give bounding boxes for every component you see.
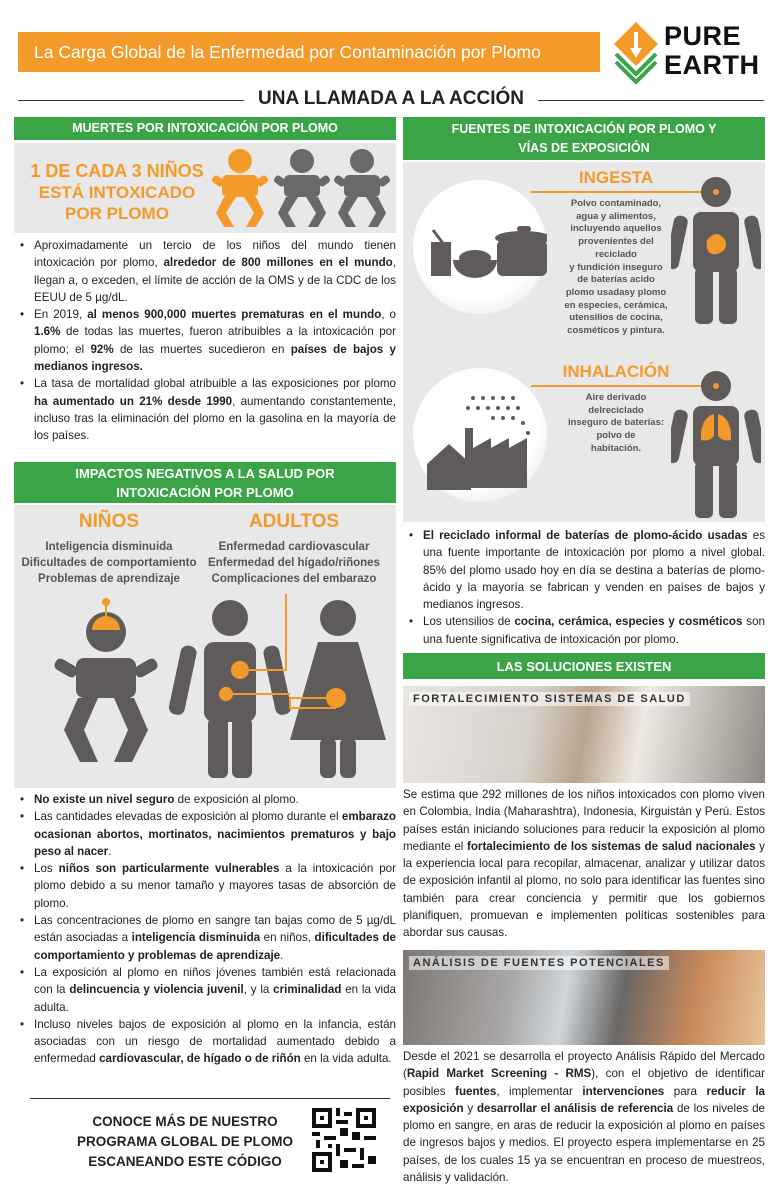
children-effects: [14, 539, 204, 587]
text-line: de baterías acido: [577, 274, 655, 286]
ingestion-circle: [413, 180, 547, 314]
text: para: [664, 1084, 707, 1098]
bullet-item: [14, 237, 396, 306]
text-line: plomo usadasy plomo: [565, 286, 667, 298]
sources-bullets: [403, 527, 765, 648]
text: en la vida adulta.: [34, 983, 396, 1014]
divider: [30, 1098, 390, 1099]
solutions-paragraph-1: [403, 786, 765, 942]
bold-text: ha aumentado un 21% desde 1990: [34, 394, 233, 408]
stat-line: POR PLOMO: [65, 204, 169, 223]
deaths-bullets: [14, 237, 396, 445]
effect: Complicaciones del embarazo: [211, 573, 377, 585]
text-line: inseguro de baterías:: [567, 417, 665, 429]
solutions-paragraph-2: [403, 1048, 765, 1186]
bold-text: No existe un nivel seguro: [34, 793, 175, 806]
text: La tasa de mortalidad global atribuible a las exposiciones por plomo: [34, 377, 396, 391]
text-line: polvo de: [596, 430, 636, 442]
bold-text: criminalidad: [273, 983, 342, 997]
text-line: incluyendo aquellos: [570, 223, 662, 235]
deaths-heading: MUERTES POR INTOXICACIÓN POR PLOMO: [14, 117, 396, 140]
text: a la intoxicación por plomo debido a su menor tamaño y mayores tasas de absorción de plomo.: [34, 862, 396, 910]
text: Aproximadamente un tercio de los niños del mundo tienen intoxicación por plomo,: [34, 239, 396, 270]
body-lungs-icon: [671, 370, 761, 520]
bullet-item: [14, 306, 396, 375]
text: , llegan a, o exceden, el límite de acción de la OMS y de la CDC de los EEUU de 5 µg/dL.: [34, 256, 396, 304]
text: en la vida adulta.: [300, 1052, 392, 1066]
text-line: Aire derivado: [585, 392, 647, 403]
sources-panel: [403, 162, 765, 522]
logo-mark-icon: [612, 20, 660, 84]
text: y: [463, 1101, 477, 1115]
bold-text: cocina, cerámica, especies y cosméticos: [514, 615, 743, 629]
title-banner: La Carga Global de la Enfermedad por Contaminación por Plomo: [18, 32, 600, 72]
qr-code-icon[interactable]: [312, 1108, 376, 1172]
bold-text: países de bajos y medianos ingresos.: [34, 342, 396, 374]
heading-line: FUENTES DE INTOXICACIÓN POR PLOMO Y: [451, 121, 717, 136]
bold-text: cardiovascular, de hígado o de riñón: [99, 1052, 301, 1066]
bold-text: El reciclado informal de baterías de plomo-ácido usadas: [423, 529, 748, 542]
text: son una fuente significativa de intoxicación por plomo.: [423, 615, 765, 646]
bold-text: intervenciones: [582, 1084, 665, 1098]
call-text: UNA LLAMADA A LA ACCIÓN: [244, 88, 538, 109]
text: y la experiencia local para recopilar, almacenar, analizar y utilizar datos de exposición infantil al plomo, no solo para identificar las fuentes sino también para crear conciencia y permitir que los gobiernos planifiquen, promuevan e implementen políticas sostenibles para abordar sus causas.: [403, 839, 765, 940]
adults-title: ADULTOS: [248, 511, 340, 532]
bold-text: 1.6%: [34, 325, 61, 339]
sources-heading: [403, 117, 765, 160]
effect: Enfermedad cardiovascular: [218, 541, 370, 553]
bullet-item: [14, 860, 396, 912]
inhalation-title: INHALACIÓN: [562, 362, 670, 381]
factory-house-icon: [413, 368, 547, 502]
adults-effects: [204, 539, 384, 587]
bold-text: fortalecimiento de los sistemas de salud nacionales: [466, 839, 756, 853]
text: , implementar: [496, 1084, 583, 1098]
text-line: utensilios de cocina,: [569, 312, 663, 324]
bullet-item: [14, 912, 396, 964]
text: de todas las muertes, fueron atribuibles a la intoxicación por plomo; el: [34, 325, 396, 356]
text: de exposición al plomo.: [174, 793, 299, 806]
bullet-item: [403, 613, 765, 648]
text: Se estima que 292 millones de los niños intoxicados con plomo viven en Colombia, India (Maharashtra), Indonesia, Kirguistán y Perú. Estos países están iniciando soluciones para reducir la exposición al plomo mediante el: [403, 788, 765, 853]
pure-earth-logo: [612, 20, 772, 84]
bullet-item: [14, 964, 396, 1016]
text: Los: [34, 862, 59, 876]
text: Las concentraciones de plomo en sangre tan bajas como de 5 µg/dL están asociadas a: [34, 914, 396, 945]
text-line: Polvo contaminado,: [570, 198, 662, 209]
logo-text-1: PURE: [664, 21, 742, 51]
text: , aumentando constantemente, incluso tras la eliminación del plomo en la gasolina en la mayoría de los países.: [34, 394, 396, 443]
text-line: y fundición inseguro: [569, 261, 663, 273]
text-line: cosméticos y pintura.: [567, 325, 665, 337]
text-line: agua y alimentos,: [576, 210, 656, 222]
text-line: provenientes del: [578, 236, 654, 248]
impacts-heading: [14, 462, 396, 503]
bullet-item: [14, 808, 396, 860]
ingestion-text: [551, 198, 681, 338]
heading-line: VÍAS DE EXPOSICIÓN: [518, 140, 650, 155]
bold-text: dificultades de comportamiento y problemas de aprendizaje: [34, 931, 396, 962]
bullet-item: [403, 527, 765, 613]
bold-text: alrededor de 800 millones en el mundo: [163, 256, 393, 270]
three-children-icon: [210, 147, 396, 231]
text-line: reciclado: [595, 248, 637, 260]
impacts-bullets: [14, 791, 396, 1068]
stat-panel: [14, 143, 396, 233]
bold-text: delincuencia y violencia juvenil: [69, 983, 244, 997]
ingestion-title: INGESTA: [578, 168, 654, 187]
bullet-item: [14, 375, 396, 444]
text: Las cantidades elevadas de exposición al plomo durante el: [34, 810, 342, 824]
impacts-heading-text: IMPACTOS NEGATIVOS A LA SALUD POR INTOXICACIÓN POR PLOMO: [75, 465, 335, 500]
photo-label: ANÁLISIS DE FUENTES POTENCIALES: [409, 956, 669, 970]
bold-text: inteligencia disminuida: [131, 931, 261, 945]
bold-text: desarrollar el análisis de referencia: [476, 1101, 674, 1115]
paragraph: [403, 786, 765, 942]
text-line: habitación.: [590, 442, 642, 454]
qr-call-to-action: [70, 1112, 300, 1172]
call-to-action-heading: [0, 88, 782, 110]
text-line: en especies, cerámica,: [564, 299, 668, 311]
cta-line: CONOCE MÁS DE NUESTRO: [92, 1114, 278, 1129]
solutions-heading: LAS SOLUCIONES EXISTEN: [403, 653, 765, 679]
bold-text: 92%: [90, 342, 114, 356]
health-systems-photo: [403, 686, 765, 783]
bullet-item: [14, 791, 396, 808]
impacts-panel: [14, 505, 396, 788]
text: .: [108, 844, 112, 858]
text: , y la: [243, 983, 274, 997]
text: En 2019,: [34, 308, 88, 322]
body-stomach-icon: [671, 176, 761, 326]
bold-text: embarazo ocasionan abortos, mortinatos, nacimientos prematuros y bajo peso al nacer: [34, 810, 396, 858]
paragraph: [403, 1048, 765, 1186]
effect: Problemas de aprendizaje: [38, 573, 180, 585]
logo-text-2: EARTH: [664, 50, 760, 80]
text-line: delreciclado: [588, 404, 644, 416]
stat-line: 1 DE CADA 3 NIÑOS: [30, 161, 204, 181]
bold-text: fuentes: [455, 1084, 497, 1098]
text: de las muertes sucedieron en: [113, 342, 291, 356]
bold-text: Rapid Market Screening - RMS: [406, 1067, 592, 1081]
bold-text: al menos 900,000 muertes prematuras en el mundo: [87, 308, 382, 322]
effect: Dificultades de comportamiento: [21, 557, 197, 569]
children-title: NIÑOS: [78, 511, 140, 532]
effect: Enfermedad del hígado/riñones: [208, 557, 380, 569]
cta-line: PROGRAMA GLOBAL DE PLOMO: [77, 1134, 293, 1149]
cta-line: ESCANEANDO ESTE CÓDIGO: [88, 1154, 282, 1169]
text: ), con el objetivo de identificar posibles: [403, 1067, 765, 1098]
text: en niños,: [260, 931, 315, 945]
text: .: [280, 948, 284, 962]
food-utensils-icon: [413, 180, 547, 314]
bold-text: niños son particularmente vulnerables: [58, 862, 280, 876]
inhalation-circle: [413, 368, 547, 502]
photo-label: FORTALECIMIENTO SISTEMAS DE SALUD: [409, 692, 690, 706]
text: de los niveles de plomo en sangre, en aras de reducir la exposición al plomo en países de ingresos bajos y medios. El proyecto espera implementarse en 25 países, de los cuales 15 ya se encuentran en proceso de muestreos, análisis y validación.: [403, 1101, 766, 1185]
text: Incluso niveles bajos de exposición al plomo en la infancia, están asociadas con un riesgo de mortalidad aumentado debido a enfermedad: [34, 1017, 396, 1066]
text: Los utensilios de: [423, 615, 515, 629]
bold-text: reducir la exposición: [403, 1084, 766, 1115]
text: La exposición al plomo en niños jóvenes también está relacionada con la: [34, 965, 396, 997]
bullet-item: [14, 1016, 396, 1068]
stat-line: ESTÁ INTOXICADO: [38, 183, 196, 202]
inhalation-text: [551, 392, 681, 456]
text: Desde el 2021 se desarrolla el proyecto Análisis Rápido del Mercado (: [403, 1050, 765, 1081]
child-adult-figures-icon: [14, 590, 396, 788]
source-analysis-photo: [403, 950, 765, 1045]
text: , o: [381, 308, 397, 322]
effect: Inteligencia disminuida: [45, 541, 173, 553]
text: es una fuente importante de intoxicación por plomo a nivel global. 85% del plomo usado hoy en día se destina a baterías de plomo-ácido y la mayoría se fabrican y venden en países de bajos y medianos ingresos.: [423, 529, 766, 612]
